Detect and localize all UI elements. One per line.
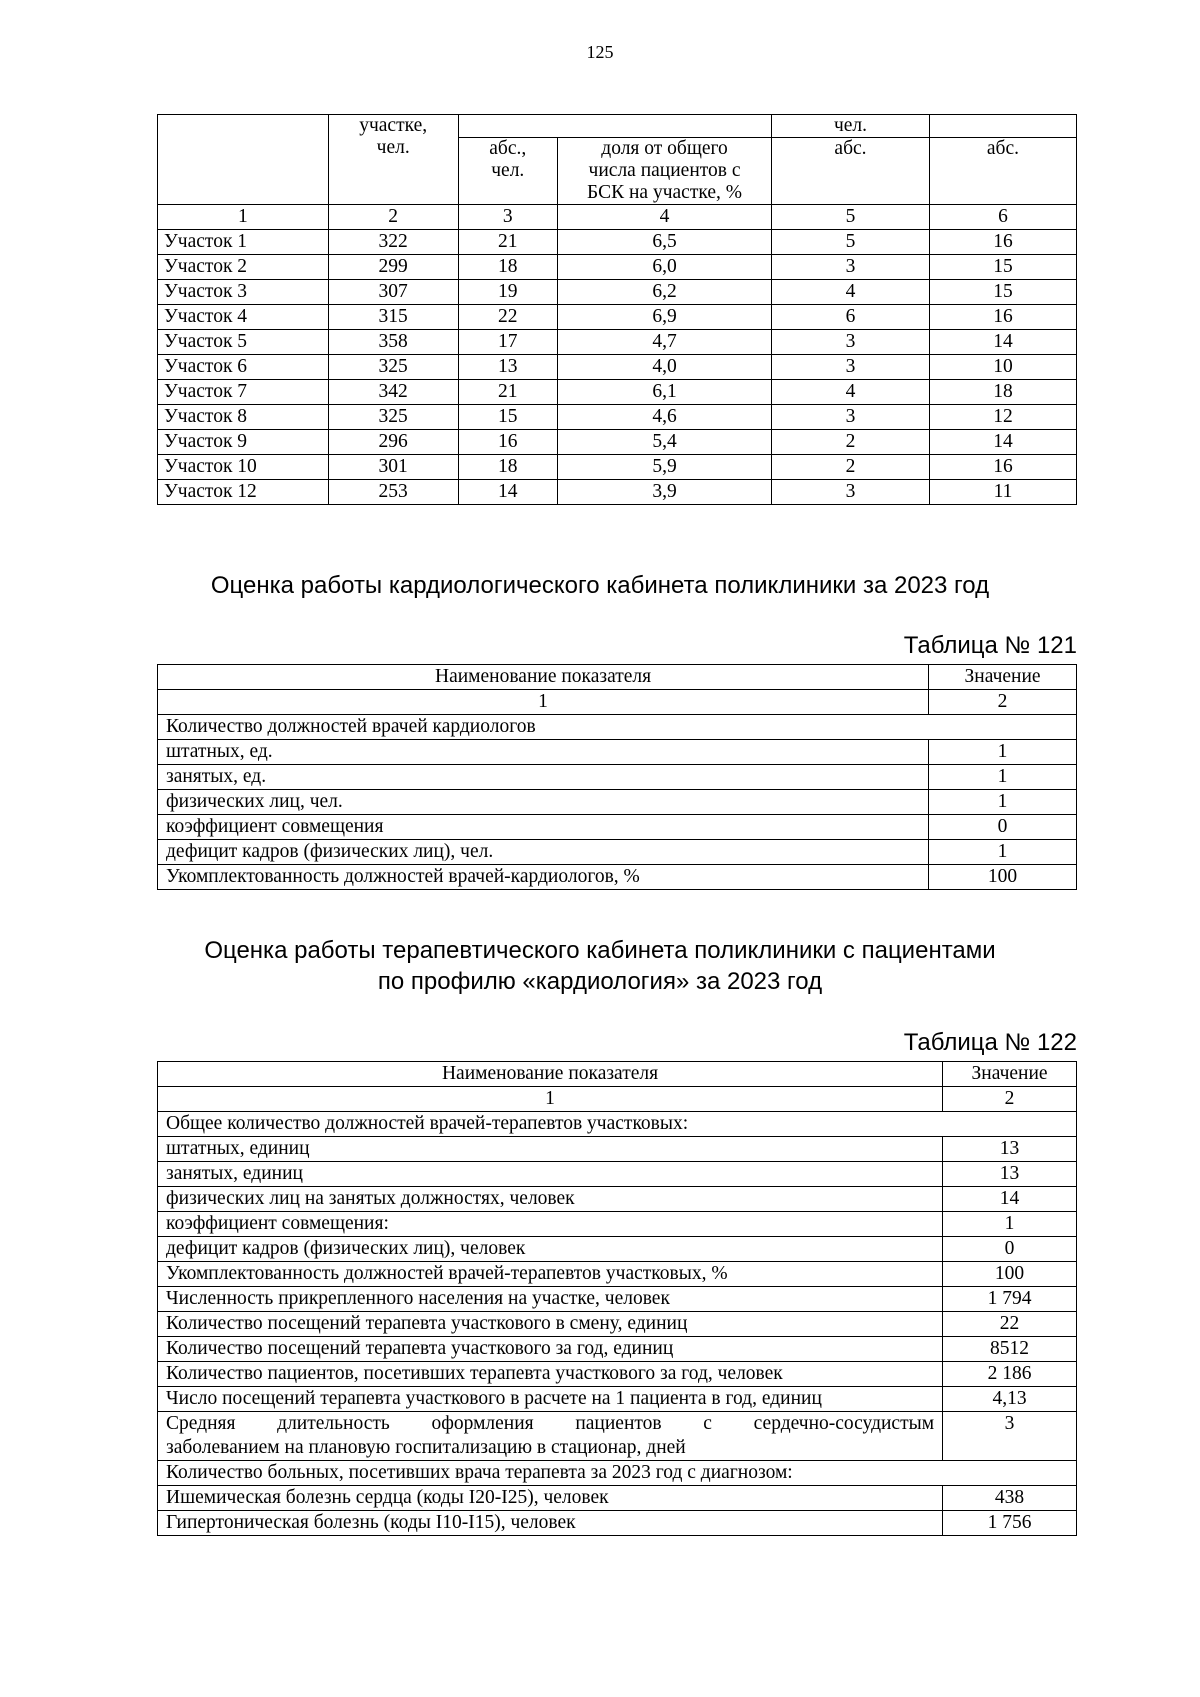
cell: 299 [328, 255, 458, 280]
table-row [158, 280, 1077, 305]
table-row [158, 1337, 1077, 1362]
cardiology-table [157, 664, 1077, 890]
cell: 4,7 [558, 330, 772, 355]
row-label: Участок 10 [158, 455, 329, 480]
table-row [158, 330, 1077, 355]
row-value: 0 [943, 1237, 1077, 1262]
header-abs-6: абс. [929, 138, 1076, 205]
row-label: Участок 8 [158, 405, 329, 430]
cell: 16 [929, 455, 1076, 480]
table-row [158, 790, 1077, 815]
section-title-therapy-line2: по профилю «кардиология» за 2023 год [377, 968, 823, 995]
table-row [158, 1486, 1077, 1511]
table-row [158, 1162, 1077, 1187]
row-label: коэффициент совмещения: [158, 1212, 943, 1237]
row-label: Количество посещений терапевта участкового за год, единиц [158, 1337, 943, 1362]
col-number: 1 [158, 205, 329, 230]
cell: 3 [772, 330, 930, 355]
table-row [158, 1237, 1077, 1262]
row-label: Участок 5 [158, 330, 329, 355]
cell: 6,0 [558, 255, 772, 280]
row-label: штатных, единиц [158, 1137, 943, 1162]
cell: 6,1 [558, 380, 772, 405]
page-number: 125 [586, 42, 614, 62]
cell: 5,9 [558, 455, 772, 480]
cell: 2 [772, 430, 930, 455]
cell: 18 [458, 255, 557, 280]
column-number-row [158, 205, 1077, 230]
cell: 6 [772, 305, 930, 330]
table-row [158, 1511, 1077, 1536]
row-label: Участок 7 [158, 380, 329, 405]
cell: 22 [458, 305, 557, 330]
table-row [158, 840, 1077, 865]
row-value: 1 [929, 765, 1077, 790]
cell: 13 [458, 355, 557, 380]
row-value: 4,13 [943, 1387, 1077, 1412]
col-number: 1 [158, 1087, 943, 1112]
table-row [158, 405, 1077, 430]
table-row [158, 1387, 1077, 1412]
header-cell-1 [158, 115, 329, 205]
cell: 15 [458, 405, 557, 430]
header-abs-chel: абс., чел. [458, 138, 557, 205]
cell: 307 [328, 280, 458, 305]
row-label: Участок 2 [158, 255, 329, 280]
row-label: Участок 6 [158, 355, 329, 380]
table-row [158, 1362, 1077, 1387]
section-title-therapy-line1: Оценка работы терапевтического кабинета поликлиники с пациентами [204, 937, 996, 964]
header-value: Значение [943, 1062, 1077, 1087]
row-label: коэффициент совмещения [158, 815, 929, 840]
cell: 3 [772, 355, 930, 380]
row-label: физических лиц на занятых должностях, человек [158, 1187, 943, 1212]
table-row [158, 1187, 1077, 1212]
row-value: 8512 [943, 1337, 1077, 1362]
cell: 16 [929, 230, 1076, 255]
cell: 16 [458, 430, 557, 455]
cell: 19 [458, 280, 557, 305]
district-stats-table [157, 114, 1077, 505]
cell: 15 [929, 255, 1076, 280]
row-value: 100 [943, 1262, 1077, 1287]
row-value: 1 [929, 740, 1077, 765]
table-row [158, 1137, 1077, 1162]
cell: 3 [772, 255, 930, 280]
cell: 14 [458, 480, 557, 505]
table-row [158, 815, 1077, 840]
table-row [158, 430, 1077, 455]
table-label-121: Таблица № 121 [903, 632, 1077, 659]
row-value: 2 186 [943, 1362, 1077, 1387]
group-label: Количество должностей врачей кардиологов [158, 715, 1077, 740]
row-label: Участок 9 [158, 430, 329, 455]
row-label: Количество посещений терапевта участкового в смену, единиц [158, 1312, 943, 1337]
cell: 342 [328, 380, 458, 405]
cell: 3,9 [558, 480, 772, 505]
row-label: Участок 4 [158, 305, 329, 330]
row-value: 0 [929, 815, 1077, 840]
group-label: Количество больных, посетивших врача терапевта за 2023 год с диагнозом: [158, 1461, 1077, 1486]
table-row [158, 255, 1077, 280]
row-value: 1 [943, 1212, 1077, 1237]
cell: 6,2 [558, 280, 772, 305]
col-number: 1 [158, 690, 929, 715]
table-row [158, 765, 1077, 790]
table-row [158, 380, 1077, 405]
header-cell-2: участке, чел. [328, 115, 458, 205]
row-value: 14 [943, 1187, 1077, 1212]
cell: 18 [458, 455, 557, 480]
row-label: занятых, ед. [158, 765, 929, 790]
table-row [158, 1212, 1077, 1237]
table-row [158, 740, 1077, 765]
cell: 4 [772, 380, 930, 405]
table-row [158, 230, 1077, 255]
row-label: Число посещений терапевта участкового в расчете на 1 пациента в год, единиц [158, 1387, 943, 1412]
header-cell-6 [929, 115, 1076, 138]
cell: 2 [772, 455, 930, 480]
row-label-line2: заболеванием на плановую госпитализацию в стационар, дней [166, 1437, 686, 1458]
cell: 4,0 [558, 355, 772, 380]
cell: 253 [328, 480, 458, 505]
header-cell-3-4 [458, 115, 772, 138]
row-value: 1 [929, 840, 1077, 865]
row-label: Укомплектованность должностей врачей-терапевтов участковых, % [158, 1262, 943, 1287]
table-row [158, 1312, 1077, 1337]
cell: 5,4 [558, 430, 772, 455]
table-row [158, 305, 1077, 330]
cell: 16 [929, 305, 1076, 330]
cell: 322 [328, 230, 458, 255]
row-label: Гипертоническая болезнь (коды I10-I15), человек [158, 1511, 943, 1536]
row-label: Численность прикрепленного населения на участке, человек [158, 1287, 943, 1312]
section-title-cardiology: Оценка работы кардиологического кабинета поликлиники за 2023 год [210, 572, 990, 599]
table-row [158, 1287, 1077, 1312]
cell: 358 [328, 330, 458, 355]
table-label-122: Таблица № 122 [903, 1029, 1077, 1056]
cell: 14 [929, 430, 1076, 455]
table-row [158, 355, 1077, 380]
row-value: 13 [943, 1137, 1077, 1162]
col-number: 4 [558, 205, 772, 230]
row-label: Количество пациентов, посетивших терапевта участкового за год, человек [158, 1362, 943, 1387]
cell: 301 [328, 455, 458, 480]
col-number: 5 [772, 205, 930, 230]
row-value: 13 [943, 1162, 1077, 1187]
header-abs-5: абс. [772, 138, 930, 205]
col-number: 2 [943, 1087, 1077, 1112]
table-row [158, 1412, 1077, 1461]
row-value: 100 [929, 865, 1077, 890]
header-indicator: Наименование показателя [158, 1062, 943, 1087]
cell: 3 [772, 480, 930, 505]
header-share: доля от общего числа пациентов с БСК на участке, % [558, 138, 772, 205]
row-value: 1 794 [943, 1287, 1077, 1312]
cell: 21 [458, 380, 557, 405]
table-row [158, 1262, 1077, 1287]
cell: 5 [772, 230, 930, 255]
row-label: занятых, единиц [158, 1162, 943, 1187]
row-value: 3 [943, 1412, 1077, 1461]
cell: 3 [772, 405, 930, 430]
cell: 14 [929, 330, 1076, 355]
cell: 315 [328, 305, 458, 330]
row-label: физических лиц, чел. [158, 790, 929, 815]
row-label: Ишемическая болезнь сердца (коды I20-I25), человек [158, 1486, 943, 1511]
row-label-multiline [158, 1412, 943, 1461]
col-number: 6 [929, 205, 1076, 230]
row-value: 438 [943, 1486, 1077, 1511]
group-label: Общее количество должностей врачей-терапевтов участковых: [158, 1112, 1077, 1137]
row-label: дефицит кадров (физических лиц), человек [158, 1237, 943, 1262]
table-row [158, 865, 1077, 890]
cell: 6,9 [558, 305, 772, 330]
cell: 296 [328, 430, 458, 455]
header-cell-5: чел. [772, 115, 930, 138]
therapy-table [157, 1061, 1077, 1536]
cell: 21 [458, 230, 557, 255]
cell: 10 [929, 355, 1076, 380]
row-label: Участок 1 [158, 230, 329, 255]
row-label: дефицит кадров (физических лиц), чел. [158, 840, 929, 865]
table-row [158, 480, 1077, 505]
header-indicator: Наименование показателя [158, 665, 929, 690]
cell: 4 [772, 280, 930, 305]
cell: 17 [458, 330, 557, 355]
row-value: 1 [929, 790, 1077, 815]
cell: 6,5 [558, 230, 772, 255]
col-number: 2 [929, 690, 1077, 715]
col-number: 3 [458, 205, 557, 230]
row-label: штатных, ед. [158, 740, 929, 765]
cell: 325 [328, 355, 458, 380]
cell: 4,6 [558, 405, 772, 430]
cell: 18 [929, 380, 1076, 405]
table-row [158, 455, 1077, 480]
cell: 325 [328, 405, 458, 430]
row-label: Участок 12 [158, 480, 329, 505]
row-label: Участок 3 [158, 280, 329, 305]
row-value: 22 [943, 1312, 1077, 1337]
row-label-line1: Средняя длительность оформления пациентов с сердечно-сосудистым [166, 1413, 935, 1434]
cell: 12 [929, 405, 1076, 430]
row-value: 1 756 [943, 1511, 1077, 1536]
cell: 15 [929, 280, 1076, 305]
header-value: Значение [929, 665, 1077, 690]
row-label: Укомплектованность должностей врачей-кардиологов, % [158, 865, 929, 890]
col-number: 2 [328, 205, 458, 230]
cell: 11 [929, 480, 1076, 505]
